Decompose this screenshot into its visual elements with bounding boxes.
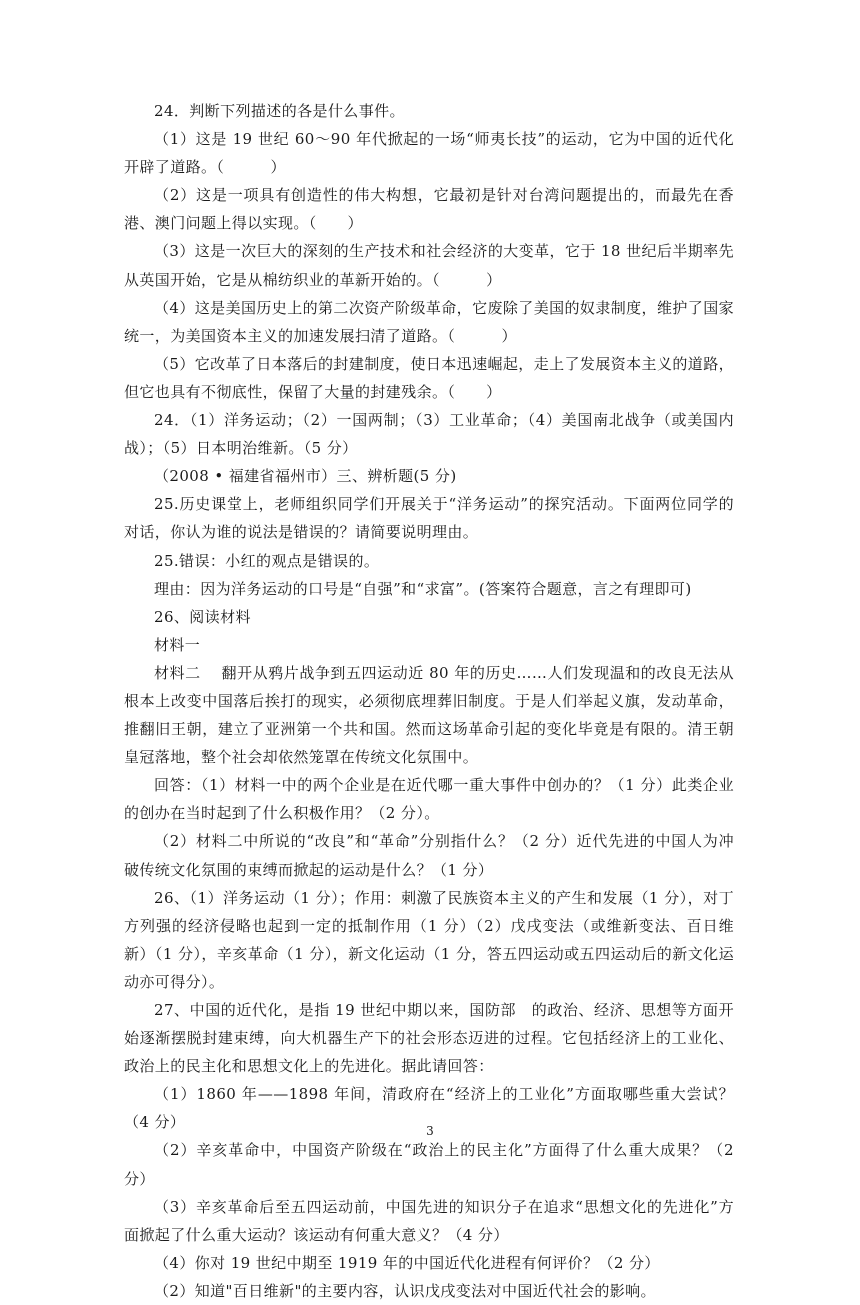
question-26-heading: 26、阅读材料 xyxy=(154,607,251,626)
question-24-heading: 24．判断下列描述的各是什么事件。 xyxy=(154,102,405,120)
answer-24: 24．（1）洋务运动；（2）一国两制；（3）工业革命；（4）美国南北战争（或美国内战）；（5）日本明治维新。（5 分） xyxy=(124,411,734,458)
question-27-intro: 27、中国的近代化，是指 19 世纪中期以来，国防部 的政治、经济、思想等方面开始逐渐摆脱封建束缚，向大机器生产下的社会形态迈进的过程。它包括经济上的工业化、政治上的民主化和思想文化上的先进化。据此请回答： xyxy=(124,1001,734,1076)
question-25: 25.历史课堂上，老师组织同学们开展关于“洋务运动”的探究活动。下面两位同学的对话，你认为谁的说法是错误的？请简要说明理由。 xyxy=(124,495,734,542)
answer-25-reason: 理由：因为洋务运动的口号是“自强”和“求富”。(答案符合题意，言之有理即可) xyxy=(154,579,692,598)
question-24-item-3: （3）这是一次巨大的深刻的生产技术和社会经济的大变革，它于 18 世纪后半期率先从英国开始，它是从棉纺织业的革新开始的。（ ） xyxy=(124,242,734,289)
question-24-item-2: （2）这是一项具有创造性的伟大构想，它最初是针对台湾问题提出的，而最先在香港、澳门问题上得以实现。（ ） xyxy=(124,186,734,233)
question-24-item-4: （4）这是美国历史上的第二次资产阶级革命，它废除了美国的奴隶制度，维护了国家统一，为美国资本主义的加速发展扫清了道路。（ ） xyxy=(124,298,734,345)
answer-25: 25.错误：小红的观点是错误的。 xyxy=(154,551,380,570)
question-27-part-1: （1）1860 年——1898 年间，清政府在“经济上的工业化”方面取哪些重大尝试？（4 分） xyxy=(124,1085,734,1132)
question-26-part-2: （2）材料二中所说的“改良”和“革命”分别指什么？（2 分）近代先进的中国人为冲破传统文化氛围的束缚而掀起的运动是什么？（1 分） xyxy=(124,832,734,879)
answer-26: 26、（1）洋务运动（1 分）；作用：刺激了民族资本主义的产生和发展（1 分），对丁方列强的经济侵略也起到一定的抵制作用（1 分）（2）戊戌变法（或维新变法、百日维新）（1 分），辛亥革命（1 分），新文化运动（1 分，答五四运动或五四运动后的新文化运动亦可得分）。 xyxy=(124,888,734,991)
question-24-item-1: （1）这是 19 世纪 60～90 年代掀起的一场“师夷长技”的运动，它为中国的近代化开辟了道路。（ ） xyxy=(124,130,734,177)
page-number: 3 xyxy=(426,1124,434,1138)
question-27-part-3: （3）辛亥革命后至五四运动前，中国先进的知识分子在追求“思想文化的先进化”方面掀起了什么重大运动？该运动有何重大意义？（4 分） xyxy=(124,1197,734,1244)
question-27-part-2: （2）辛亥革命中，中国资产阶级在“政治上的民主化”方面得了什么重大成果？（2 分） xyxy=(124,1141,734,1188)
question-26-part-1: 回答：（1）材料一中的两个企业是在近代哪一重大事件中创办的？（1 分）此类企业的创办在当时起到了什么积极作用？（2 分）。 xyxy=(124,776,734,823)
question-24-item-5: （5）它改革了日本落后的封建制度，使日本迅速崛起，走上了发展资本主义的道路，但它也具有不彻底性，保留了大量的封建残余。（ ） xyxy=(124,354,734,401)
material-2-text: 材料二 翻开从鸦片战争到五四运动近 80 年的历史……人们发现温和的改良无法从根本上改变中国落后挨打的现实，必须彻底埋葬旧制度。于是人们举起义旗，发动革命，推翻旧王朝，建立了亚洲第一个共和国。然而这场革命引起的变化毕竟是有限的。清王朝皇冠落地，整个社会却依然笼罩在传统文化氛围中。 xyxy=(124,663,734,767)
material-1-label: 材料一 xyxy=(154,635,201,654)
section-heading-analysis: （2008 • 福建省福州市）三、辨析题(5 分) xyxy=(154,467,457,486)
question-27-part-4: （4）你对 19 世纪中期至 1919 年的中国近代化进程有何评价？（2 分） xyxy=(154,1253,660,1272)
knowledge-point: （2）知道"百日维新"的主要内容，认识戊戌变法对中国近代社会的影响。 xyxy=(154,1281,656,1300)
